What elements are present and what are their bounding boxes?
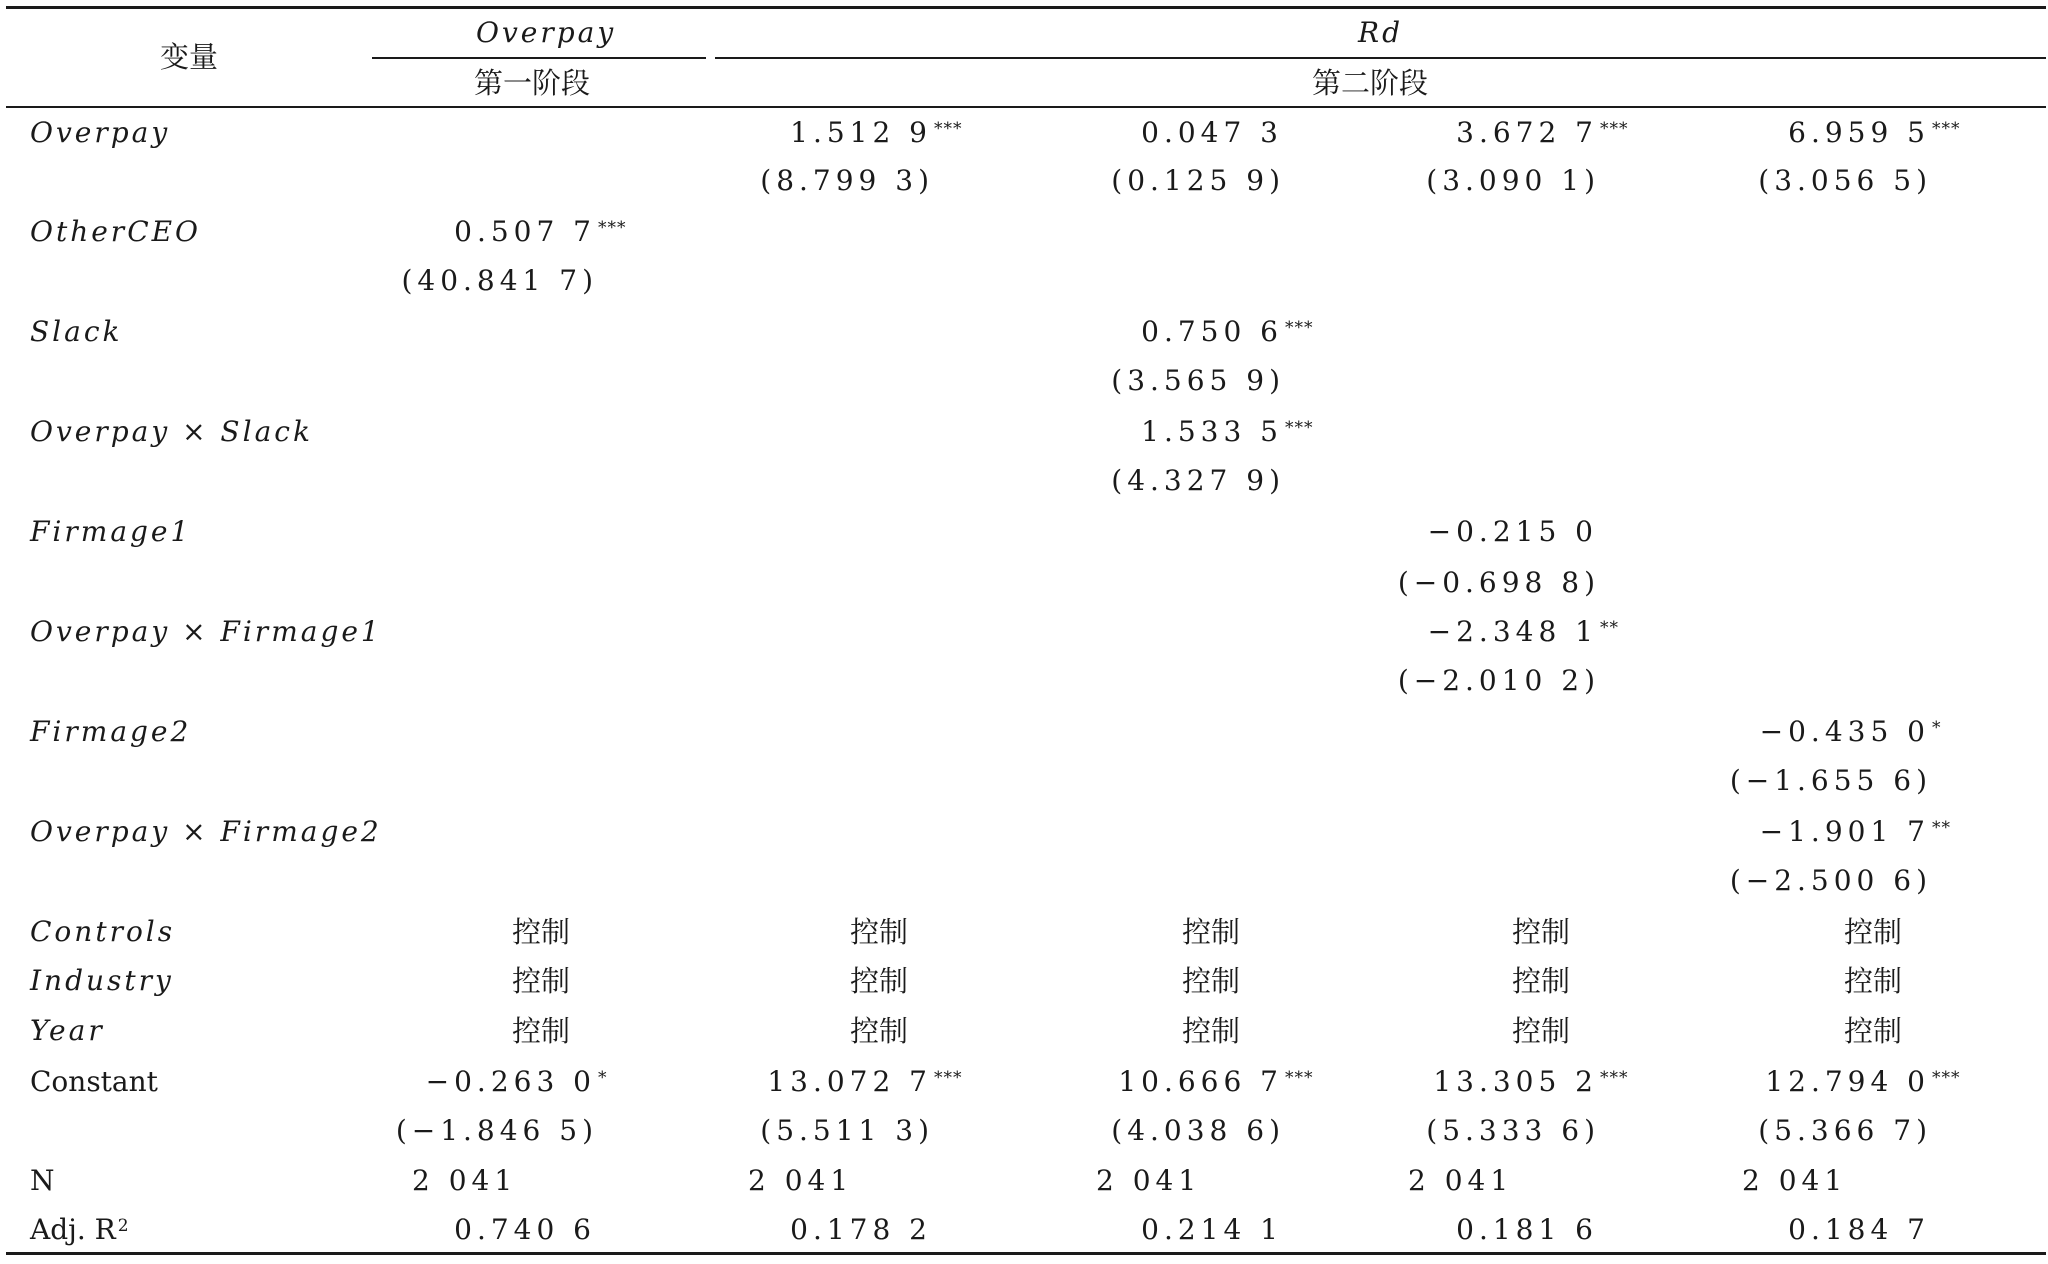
control-cell: 控制: [512, 1014, 571, 1048]
coefficient-cell: [1427, 615, 1619, 649]
row-label: Overpay × Firmage2: [30, 815, 382, 848]
t-statistic-cell: (−0.698 8): [1397, 566, 1600, 599]
coefficient-cell: [1759, 715, 1942, 749]
control-cell: 控制: [1182, 964, 1241, 998]
group-header-rd: Rd: [1358, 16, 1404, 49]
coefficient-value: −2.348 1: [1427, 615, 1598, 648]
row-label: Overpay: [30, 116, 171, 149]
control-cell: 控制: [1182, 915, 1241, 949]
n-cell: 2 041: [412, 1164, 518, 1197]
t-statistic-cell: (−1.655 6): [1729, 764, 1932, 797]
t-statistic-cell: (4.038 6): [1111, 1114, 1285, 1147]
coefficient-value: 1.512 9: [790, 116, 932, 149]
t-statistic-cell: (−2.500 6): [1729, 864, 1932, 897]
n-cell: 2 041: [748, 1164, 854, 1197]
row-label: Firmage2: [30, 715, 192, 748]
header-bottom-rule: [6, 106, 2046, 108]
significance-stars: *: [1932, 718, 1942, 738]
control-cell: 控制: [850, 915, 909, 949]
value-cell: 0.184 7: [1788, 1213, 1930, 1246]
coefficient-cell: [1118, 1065, 1314, 1099]
row-label: N: [30, 1164, 55, 1197]
control-cell: 控制: [850, 1014, 909, 1048]
coefficient-value: 10.666 7: [1118, 1065, 1283, 1098]
control-cell: 控制: [1844, 915, 1903, 949]
t-statistic-cell: (0.125 9): [1111, 164, 1285, 197]
control-cell: 控制: [1512, 1014, 1571, 1048]
coefficient-cell: [1765, 1065, 1961, 1099]
coefficient-cell: [1456, 116, 1629, 150]
significance-stars: ***: [934, 1068, 963, 1088]
significance-stars: ***: [1932, 1068, 1961, 1088]
bottom-rule: [6, 1252, 2046, 1255]
coefficient-cell: [454, 215, 627, 249]
row-label: Firmage1: [30, 515, 192, 548]
group-rule-overpay: [372, 57, 706, 59]
coefficient-cell: [1141, 415, 1314, 449]
coefficient-value: 13.305 2: [1433, 1065, 1598, 1098]
t-statistic-cell: (−1.846 5): [395, 1114, 598, 1147]
value-cell: 0.214 1: [1141, 1213, 1283, 1246]
t-statistic-cell: (8.799 3): [760, 164, 934, 197]
n-cell: 2 041: [1096, 1164, 1202, 1197]
value-cell: 0.178 2: [790, 1213, 932, 1246]
row-label: Slack: [30, 315, 123, 348]
stage2-header: 第二阶段: [1312, 66, 1429, 100]
coefficient-value: −0.263 0: [425, 1065, 596, 1098]
significance-stars: **: [1932, 818, 1951, 838]
coefficient-cell: [1433, 1065, 1629, 1099]
group-rule-rd: [715, 57, 2046, 59]
row-label: Overpay × Firmage1: [30, 615, 382, 648]
control-cell: 控制: [850, 964, 909, 998]
coefficient-value: 0.047 3: [1141, 116, 1283, 149]
t-statistic-cell: (3.056 5): [1758, 164, 1932, 197]
coefficient-value: 1.533 5: [1141, 415, 1283, 448]
variable-header: 变量: [160, 40, 219, 74]
control-cell: 控制: [512, 915, 571, 949]
t-statistic-cell: (5.511 3): [760, 1114, 934, 1147]
significance-stars: ***: [1600, 119, 1629, 139]
coefficient-value: −0.215 0: [1427, 515, 1598, 548]
significance-stars: ***: [598, 218, 627, 238]
row-label: Constant: [30, 1065, 158, 1098]
group-header-overpay: Overpay: [476, 16, 617, 49]
t-statistic-cell: (3.090 1): [1426, 164, 1600, 197]
row-label: Year: [30, 1014, 105, 1047]
row-label: Controls: [30, 915, 176, 948]
row-label: Overpay × Slack: [30, 415, 313, 448]
significance-stars: ***: [934, 119, 963, 139]
coefficient-cell: [767, 1065, 963, 1099]
coefficient-cell: [1428, 515, 1598, 549]
coefficient-value: 12.794 0: [1765, 1065, 1930, 1098]
stage1-header: 第一阶段: [474, 66, 591, 100]
coefficient-cell: [425, 1065, 608, 1099]
value-cell: 0.740 6: [454, 1213, 596, 1246]
coefficient-cell: [1759, 815, 1951, 849]
significance-stars: ***: [1285, 1068, 1314, 1088]
coefficient-value: 0.750 6: [1141, 315, 1283, 348]
control-cell: 控制: [1844, 1014, 1903, 1048]
significance-stars: *: [598, 1068, 608, 1088]
significance-stars: ***: [1600, 1068, 1629, 1088]
t-statistic-cell: (−2.010 2): [1397, 664, 1600, 697]
significance-stars: ***: [1285, 318, 1314, 338]
control-cell: 控制: [512, 964, 571, 998]
coefficient-cell: [1788, 116, 1961, 150]
coefficient-value: 13.072 7: [767, 1065, 932, 1098]
coefficient-value: −0.435 0: [1759, 715, 1930, 748]
t-statistic-cell: (5.333 6): [1426, 1114, 1600, 1147]
coefficient-value: 3.672 7: [1456, 116, 1598, 149]
control-cell: 控制: [1182, 1014, 1241, 1048]
t-statistic-cell: (40.841 7): [401, 264, 598, 297]
significance-stars: ***: [1932, 119, 1961, 139]
top-rule: [6, 6, 2046, 9]
t-statistic-cell: (4.327 9): [1111, 464, 1285, 497]
row-label: Adj. R $^2$: [30, 1213, 130, 1246]
n-cell: 2 041: [1742, 1164, 1848, 1197]
t-statistic-cell: (3.565 9): [1111, 364, 1285, 397]
significance-stars: ***: [1285, 418, 1314, 438]
control-cell: 控制: [1512, 964, 1571, 998]
coefficient-value: 6.959 5: [1788, 116, 1930, 149]
control-cell: 控制: [1844, 964, 1903, 998]
coefficient-cell: [1141, 315, 1314, 349]
row-label: OtherCEO: [30, 215, 202, 248]
row-label: Industry: [30, 964, 174, 997]
t-statistic-cell: (5.366 7): [1758, 1114, 1932, 1147]
n-cell: 2 041: [1408, 1164, 1514, 1197]
coefficient-cell: [1141, 116, 1283, 150]
control-cell: 控制: [1512, 915, 1571, 949]
value-cell: 0.181 6: [1456, 1213, 1598, 1246]
coefficient-cell: [790, 116, 963, 150]
coefficient-value: 0.507 7: [454, 215, 596, 248]
superscript: 2: [117, 1216, 130, 1236]
coefficient-value: −1.901 7: [1759, 815, 1930, 848]
significance-stars: **: [1600, 618, 1619, 638]
